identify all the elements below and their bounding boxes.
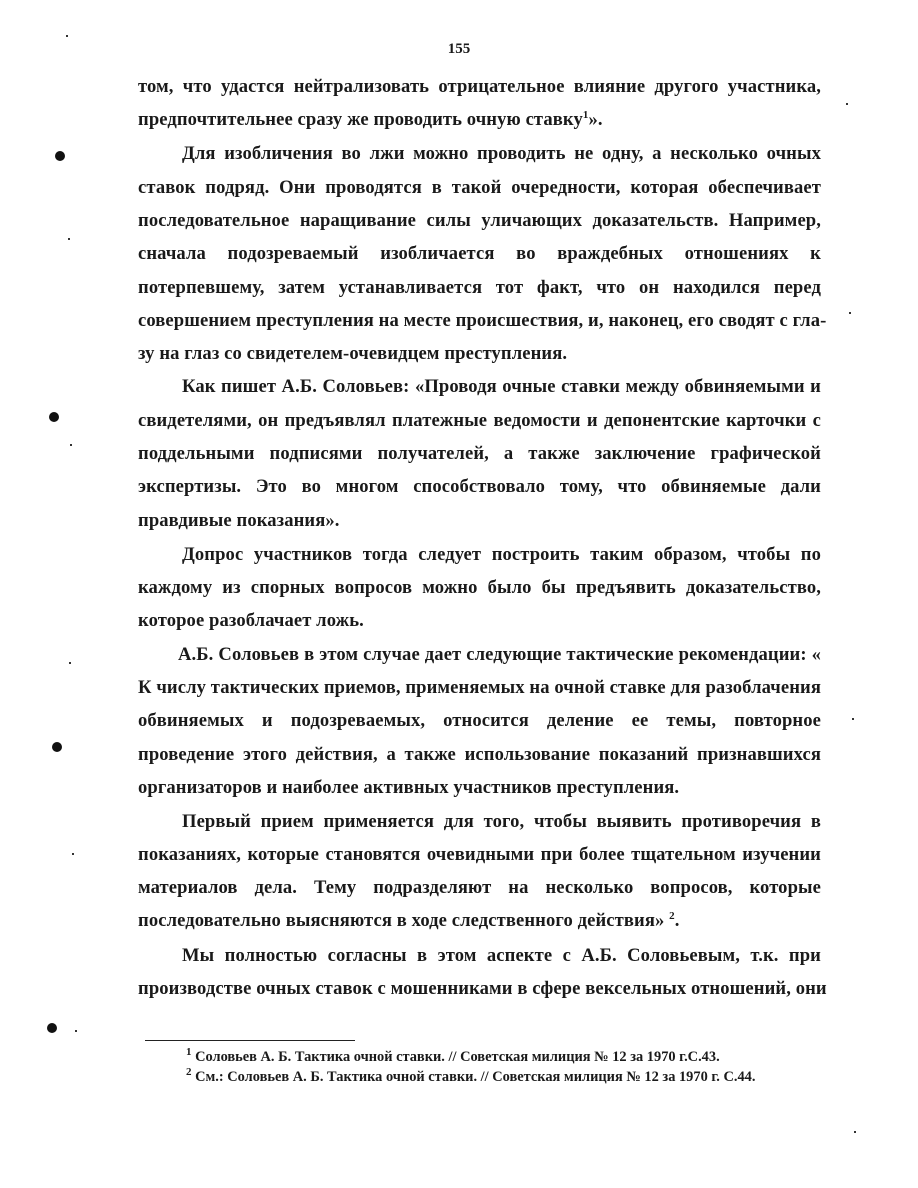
footnote-text: Соловьев А. Б. Тактика очной ставки. // Советская милиция № 12 за 1970 г.С.43. xyxy=(191,1049,720,1065)
scan-speck xyxy=(69,662,71,664)
scan-speck xyxy=(70,444,72,446)
footnote xyxy=(186,1048,720,1066)
text-line: проведение этого действия, а также использование показаний признавшихся xyxy=(138,744,821,765)
text-line: ставок подряд. Они проводятся в такой очередности, которая обеспечивает xyxy=(138,177,821,198)
paragraph-first-line: Мы полностью согласны в этом аспекте с А.Б. Соловьевым, т.к. при xyxy=(182,945,821,966)
paragraph-first-line: Как пишет А.Б. Соловьев: «Проводя очные ставки между обвиняемыми и xyxy=(182,376,821,397)
text-line: совершением преступления на месте происшествия, и, наконец, его сводят с гла- xyxy=(138,310,827,331)
text-line: том, что удастся нейтрализовать отрицательное влияние другого участника, xyxy=(138,76,821,97)
text-line: поддельными подписями получателей, а также заключение графической xyxy=(138,443,821,464)
footnote xyxy=(186,1068,755,1086)
footnote-ref: 2 xyxy=(669,909,675,922)
scan-speck xyxy=(75,1030,77,1032)
paragraph-first-line: Первый прием применяется для того, чтобы выявить противоречия в xyxy=(182,811,821,832)
text-span: . xyxy=(674,910,680,931)
footnote-separator xyxy=(145,1040,355,1041)
paragraph-first-line: Для изобличения во лжи можно проводить не одну, а несколько очных xyxy=(182,143,821,164)
text-line: которое разоблачает ложь. xyxy=(138,610,364,631)
footnote-text: См.: Соловьев А. Б. Тактика очной ставки. // Советская милиция № 12 за 1970 г. С.44. xyxy=(191,1069,756,1085)
text-line: зу на глаз со свидетелем-очевидцем преступления. xyxy=(138,343,568,364)
text-line: правдивые показания». xyxy=(138,510,340,531)
footnote-mark: 1 xyxy=(186,1046,192,1059)
scan-speck xyxy=(854,1131,856,1133)
text-span: ». xyxy=(588,109,603,130)
scan-speck xyxy=(72,853,74,855)
text-line: производстве очных ставок с мошенниками в сфере вексельных отношений, они xyxy=(138,978,827,999)
punch-hole xyxy=(49,412,59,422)
text-line xyxy=(138,108,821,132)
punch-hole xyxy=(55,151,65,161)
text-line: показаниях, которые становятся очевидными при более тщательном изучении xyxy=(138,844,821,865)
text-line: свидетелями, он предъявлял платежные ведомости и депонентские карточки с xyxy=(138,410,821,431)
text-line: К числу тактических приемов, применяемых на очной ставке для разоблачения xyxy=(138,677,821,698)
paragraph-first-line: Допрос участников тогда следует построить таким образом, чтобы по xyxy=(182,544,821,565)
scan-speck xyxy=(68,238,70,240)
text-line: последовательное наращивание силы уличающих доказательств. Например, xyxy=(138,210,821,231)
text-line: потерпевшему, затем устанавливается тот факт, что он находился перед xyxy=(138,277,821,298)
page-number: 155 xyxy=(447,41,471,57)
footnote-ref: 1 xyxy=(582,108,589,121)
footnote-mark: 2 xyxy=(186,1066,192,1079)
scan-speck xyxy=(66,35,68,37)
punch-hole xyxy=(47,1023,57,1033)
text-line: каждому из спорных вопросов можно было бы предъявить доказательство, xyxy=(138,577,821,598)
paragraph-first-line: А.Б. Соловьев в этом случае дает следующие тактические рекомендации: « xyxy=(178,644,821,665)
text-span: предпочтительнее сразу же проводить очную ставку xyxy=(138,109,583,130)
text-line: организаторов и наиболее активных участников преступления. xyxy=(138,777,680,798)
scan-speck xyxy=(849,312,851,314)
text-span: последовательно выясняются в ходе следственного действия» xyxy=(138,910,670,931)
text-line: обвиняемых и подозреваемых, относится деление ее темы, повторное xyxy=(138,710,821,731)
text-line xyxy=(138,909,821,933)
scan-speck xyxy=(852,718,854,720)
text-line: экспертизы. Это во многом способствовало тому, что обвиняемые дали xyxy=(138,476,821,497)
text-line: материалов дела. Тему подразделяют на несколько вопросов, которые xyxy=(138,877,821,898)
punch-hole xyxy=(52,742,62,752)
text-line: сначала подозреваемый изобличается во враждебных отношениях к xyxy=(138,243,821,264)
scan-speck xyxy=(846,103,848,105)
